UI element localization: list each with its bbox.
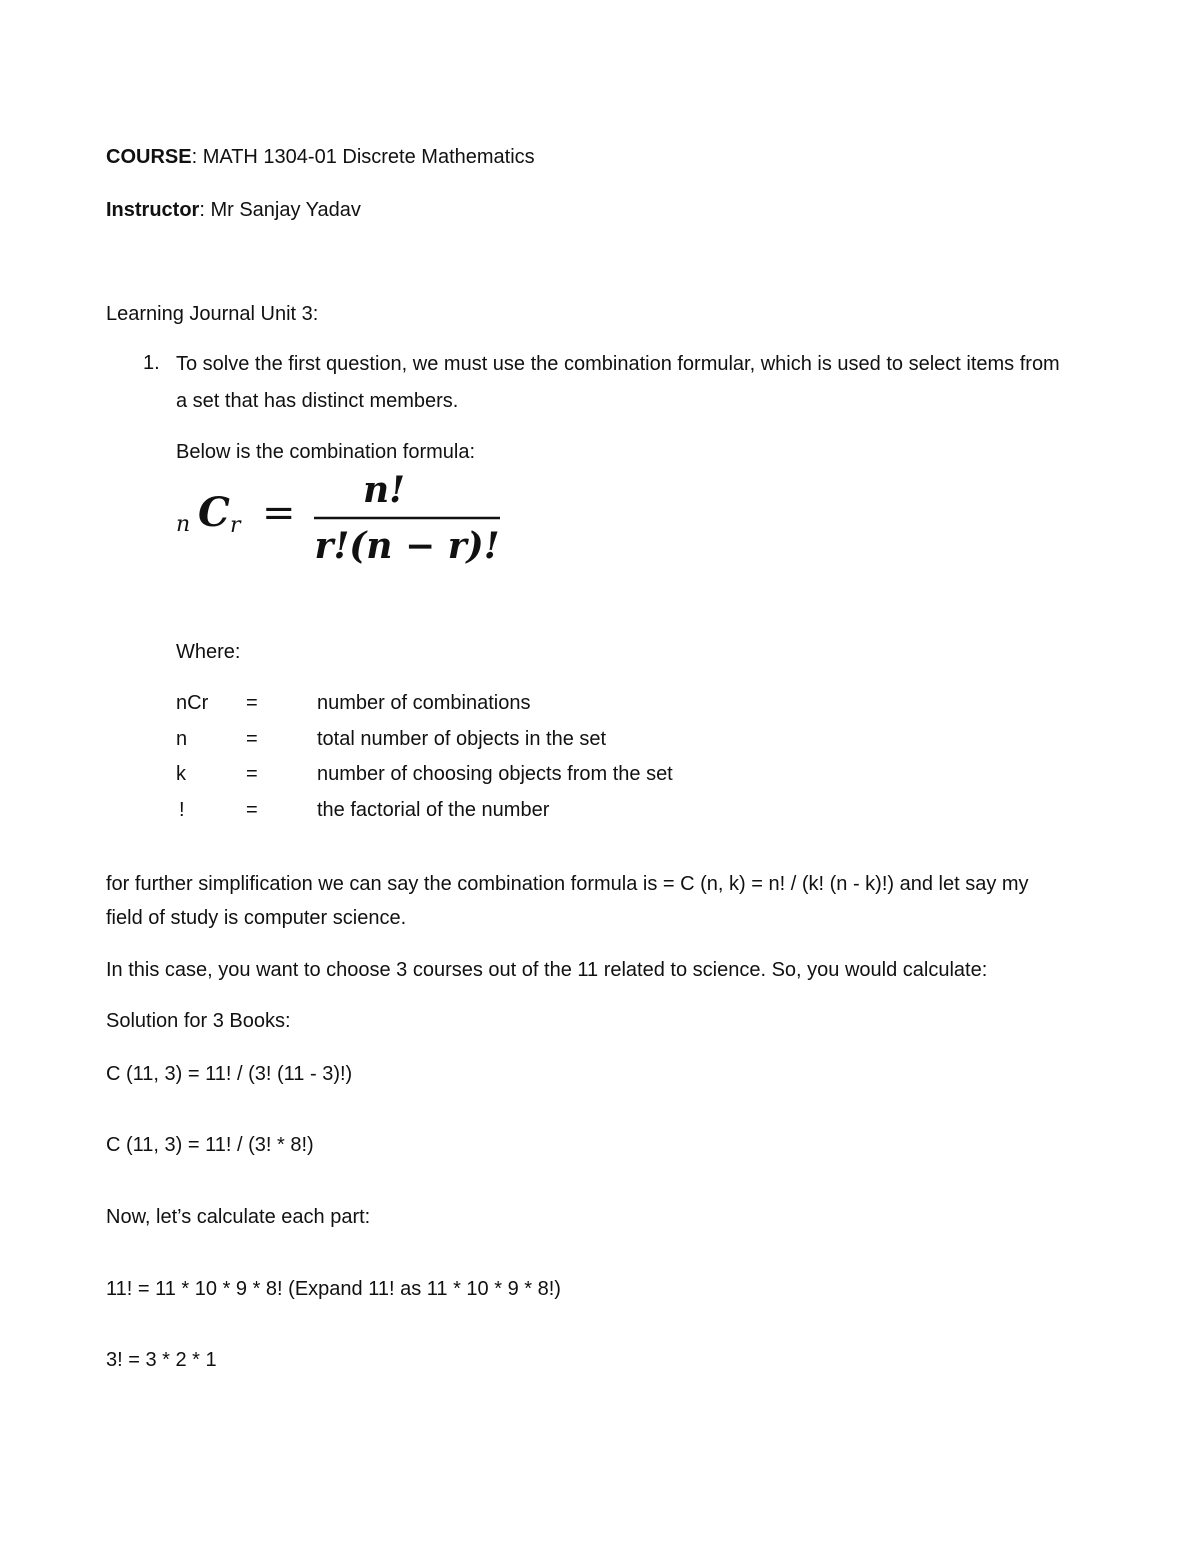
definition-text: number of choosing objects from the set [317,763,673,785]
definition-text: the factorial of the number [317,799,550,821]
formula-sub-r: r [230,513,241,538]
definition-equals: = [246,799,258,821]
instructor-line [106,198,361,222]
definition-symbol: ! [179,799,185,821]
case-line: In this case, you want to choose 3 courses out of the 11 related to science. So, you would calculate: [106,959,988,981]
formula-intro: Below is the combination formula: [176,441,476,463]
formula-c: C [198,489,230,536]
course-line [106,145,535,169]
definition-equals: = [246,763,258,785]
course-value: : MATH 1304-01 Discrete Mathematics [191,146,535,168]
course-label: COURSE [106,146,192,168]
definition-symbol: nCr [176,692,209,714]
combination-formula-svg [174,466,514,576]
calc-line2: 3! = 3 * 2 * 1 [106,1349,217,1371]
question1-line2: a set that has distinct members. [176,390,459,412]
definition-equals: = [246,728,258,750]
simplification-line2: field of study is computer science. [106,907,407,929]
definition-text: number of combinations [317,692,531,714]
formula-numerator: n! [363,469,405,511]
definition-text: total number of objects in the set [317,728,607,750]
formula-denominator: r!(n − r)! [314,525,500,567]
definition-symbol: n [176,728,188,750]
solution-label: Solution for 3 Books: [106,1010,291,1032]
formula-sub-n: n [176,512,191,537]
solution-step1: C (11, 3) = 11! / (3! (11 - 3)!) [106,1063,353,1085]
question1-line1: To solve the first question, we must use the combination formular, which is used to select items from [176,353,1060,375]
where-label: Where: [176,641,241,663]
simplification-line1: for further simplification we can say the combination formula is = C (n, k) = n! / (k! (n - k)!) and let say my [106,873,1029,895]
definition-symbol: k [176,763,186,785]
definition-equals: = [246,692,258,714]
calc-intro: Now, let’s calculate each part: [106,1206,371,1228]
instructor-label: Instructor [106,199,200,221]
journal-title: Learning Journal Unit 3: [106,303,319,325]
instructor-value: : Mr Sanjay Yadav [199,199,361,221]
formula-equals: = [262,490,296,536]
list-number: 1. [143,352,160,374]
calc-line1: 11! = 11 * 10 * 9 * 8! (Expand 11! as 11 * 10 * 9 * 8!) [106,1278,561,1300]
combination-formula [174,466,514,576]
solution-step2: C (11, 3) = 11! / (3! * 8!) [106,1134,314,1156]
